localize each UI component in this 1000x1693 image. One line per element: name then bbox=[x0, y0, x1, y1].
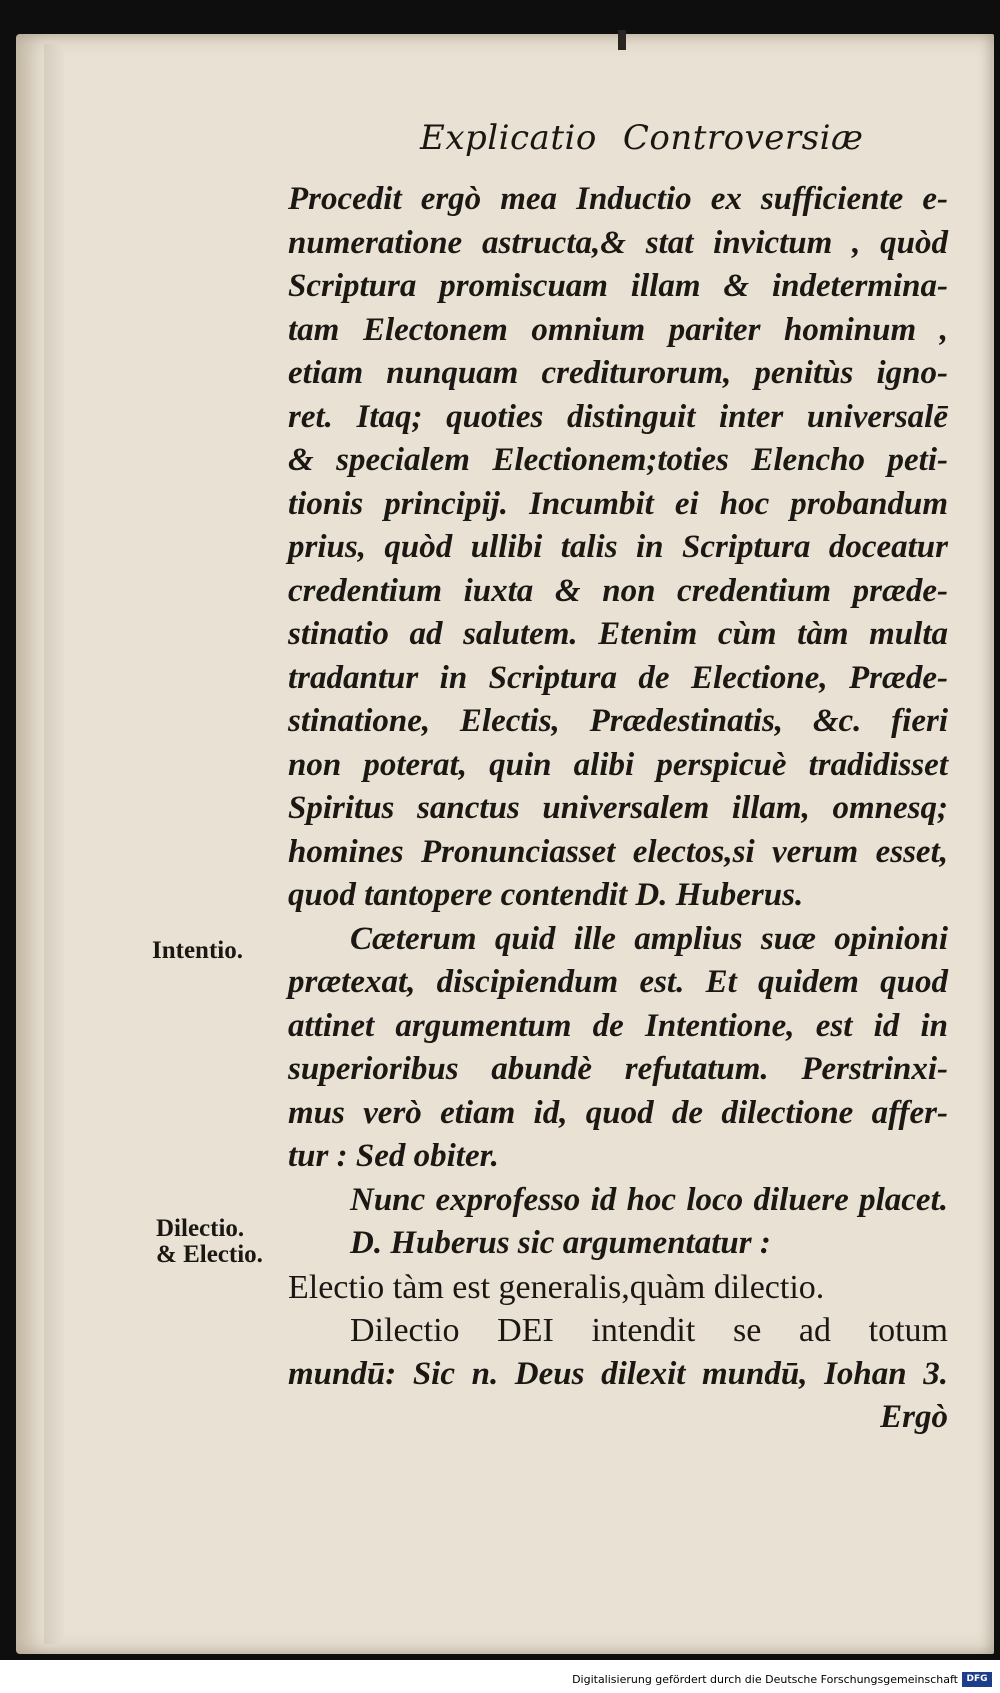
text-line: Cæterum quid ille amplius suæ opinioni bbox=[350, 920, 948, 957]
text-line: Spiritus sanctus universalem illam, omnesq; bbox=[288, 790, 948, 826]
header-word-1: Explicatio bbox=[420, 118, 597, 158]
text-line: Electio tàm est generalis,quàm dilectio. bbox=[288, 1268, 825, 1306]
footer-credit: Digitalisierung gefördert durch die Deutsche Forschungsgemeinschaft bbox=[572, 1673, 958, 1686]
text-line: tionis principij. Incumbit ei hoc probandum bbox=[288, 485, 948, 522]
text-line: Dilectio DEI intendit se ad totum bbox=[350, 1312, 948, 1349]
header-word-2: Controversiæ bbox=[622, 118, 864, 158]
text-line: etiam nunquam crediturorum, penitùs igno- bbox=[288, 355, 948, 391]
text-line: Nunc exprofesso id hoc loco diluere placet. bbox=[350, 1181, 948, 1218]
text-line: prætexat, discipiendum est. Et quidem quod bbox=[288, 964, 948, 1000]
text-line: ret. Itaq; quoties distinguit inter universalē bbox=[288, 398, 948, 435]
text-line: Scriptura promiscuam illam & indetermina- bbox=[288, 268, 948, 304]
text-line: tam Electonem omnium pariter hominum , bbox=[288, 311, 948, 348]
text-line: homines Pronunciasset electos,si verum esset, bbox=[288, 833, 948, 870]
text-line: tradantur in Scriptura de Electione, Præde- bbox=[288, 659, 948, 696]
text-line: credentium iuxta & non credentium præde- bbox=[288, 572, 948, 609]
text-line: mus verò etiam id, quod de dilectione affer- bbox=[288, 1094, 948, 1131]
text-line: D. Huberus sic argumentatur : bbox=[350, 1225, 771, 1261]
text-line: & specialem Electionem;toties Elencho peti- bbox=[288, 442, 948, 478]
running-header bbox=[420, 118, 863, 158]
text-line: Procedit ergò mea Inductio ex sufficiente e- bbox=[288, 181, 948, 217]
text-line: superioribus abundè refutatum. Perstrinxi- bbox=[288, 1051, 948, 1087]
margin-note-dilectio: Dilectio. bbox=[156, 1215, 245, 1242]
binding-marker bbox=[618, 30, 626, 50]
text-line: quod tantopere contendit D. Huberus. bbox=[288, 877, 804, 913]
catchword: Ergò bbox=[880, 1399, 948, 1435]
text-line: stinatione, Electis, Prædestinatis, &c. fieri bbox=[288, 703, 948, 739]
text-line: stinatio ad salutem. Etenim cùm tàm multa bbox=[288, 616, 948, 652]
footer-bar bbox=[0, 1670, 1000, 1693]
body-text bbox=[288, 178, 948, 1440]
text-line: numeratione astructa,& stat invictum , quòd bbox=[288, 224, 948, 261]
page-gutter bbox=[44, 44, 64, 1644]
text-line: attinet argumentum de Intentione, est id in bbox=[288, 1007, 948, 1044]
margin-note-intentio: Intentio. bbox=[152, 937, 243, 964]
margin-note-electio: & Electio. bbox=[156, 1241, 263, 1268]
text-line: tur : Sed obiter. bbox=[288, 1138, 499, 1174]
text-line: prius, quòd ullibi talis in Scriptura doceatur bbox=[288, 529, 948, 565]
dfg-logo: DFG bbox=[962, 1672, 992, 1687]
text-line: mundū: Sic n. Deus dilexit mundū, Iohan 3. bbox=[288, 1355, 948, 1392]
text-line: non poterat, quin alibi perspicuè tradidisset bbox=[288, 746, 948, 783]
